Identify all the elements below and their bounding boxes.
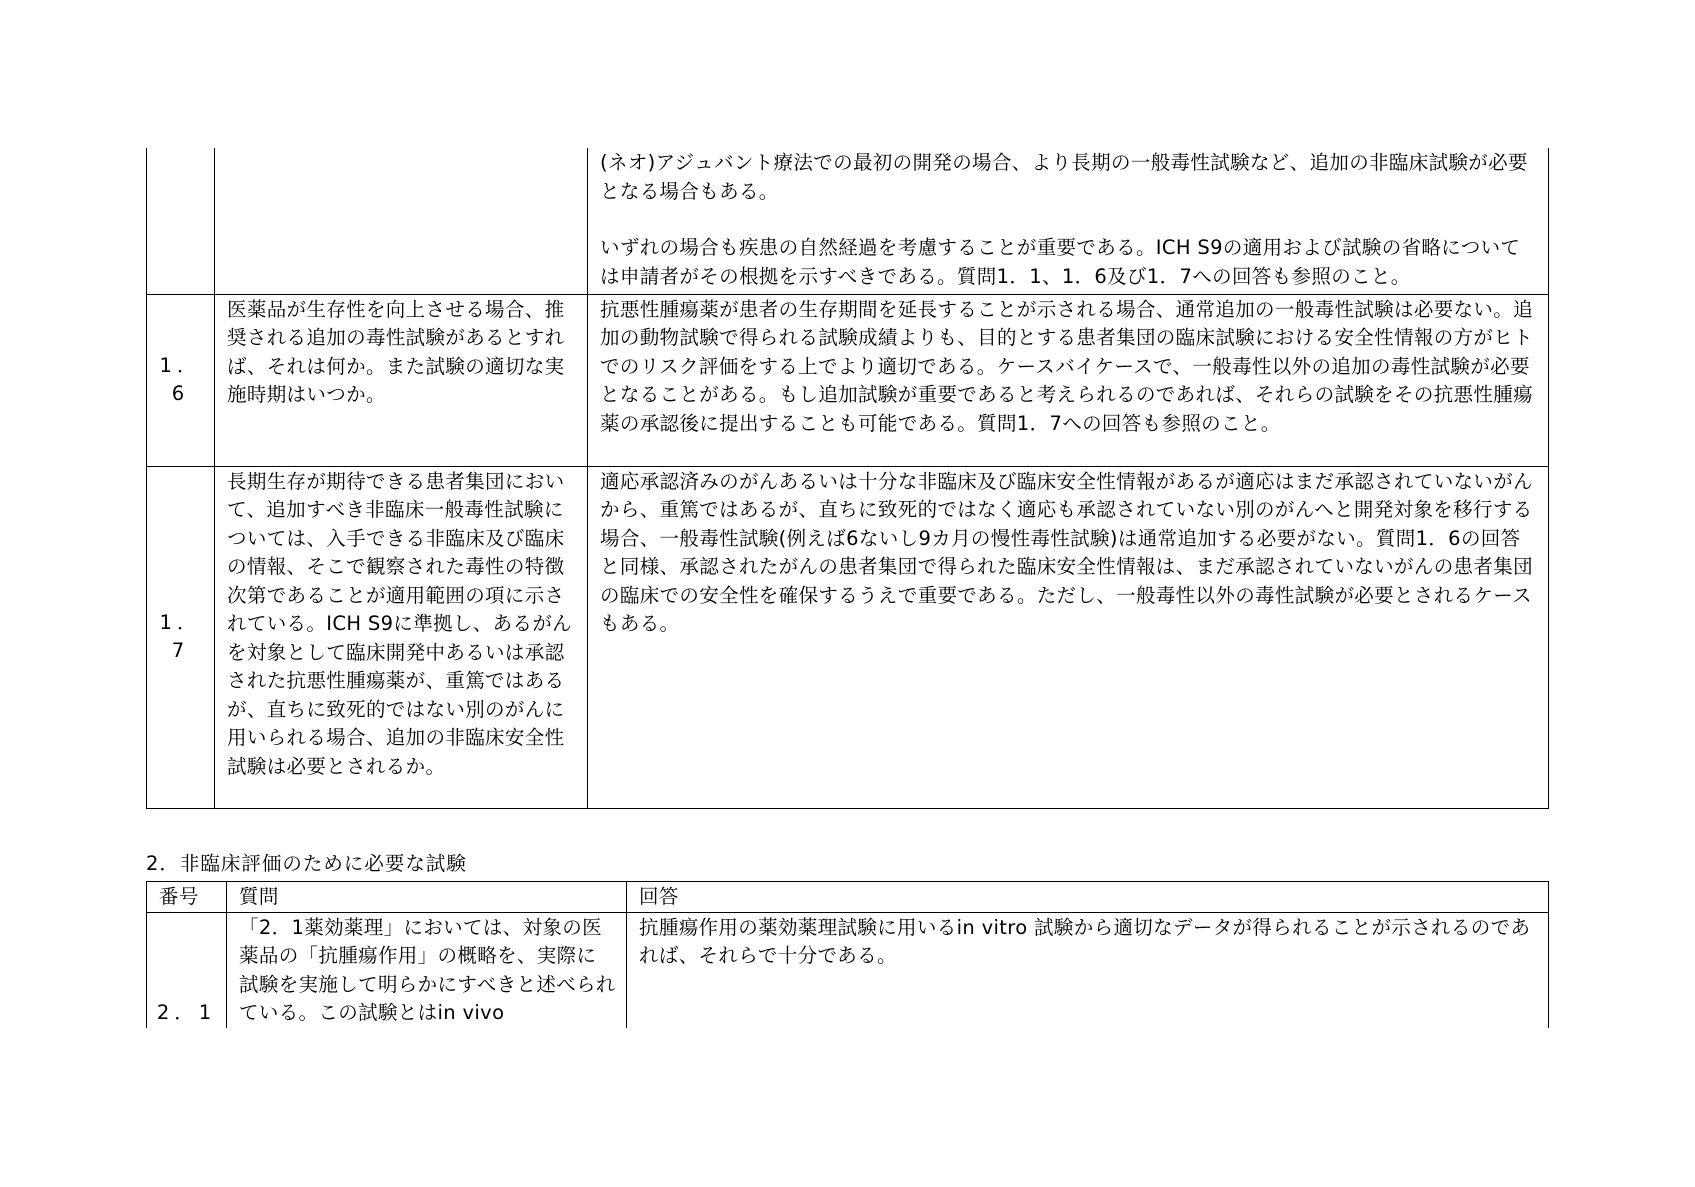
answer-paragraph: (ネオ)アジュバント療法での最初の開発の場合、より長期の一般毒性試験など、追加の非臨床試験が必要となる場合もある。 [600, 151, 1528, 203]
question-text: 長期生存が期待できる患者集団において、追加すべき非臨床一般毒性試験については、入手できる非臨床及び臨床の情報、そこで観察された毒性の特徴次第であることが適用範囲の項に示されている。ICH S9に準拠し、あるがんを対象として臨床開発中あるいは承認された抗悪性腫瘍薬が、重篤ではあるが、直ちに致死的ではない別のがんに用いられる場合、追加の非臨床安全性試験は必要とされるか。 [215, 466, 588, 808]
answer-text: 適応承認済みのがんあるいは十分な非臨床及び臨床安全性情報があるが適応はまだ承認されていないがんから、重篤ではあるが、直ちに致死的ではなく適応も承認されていない別のがんへと開発対象を移行する場合、一般毒性試験(例えば6ないし9カ月の慢性毒性試験)は通常追加する必要がない。質問1．6の回答と同様、承認されたがんの患者集団で得られた臨床安全性情報は、まだ承認されていないがんの患者集団の臨床での安全性を確保するうえで重要である。ただし、一般毒性以外の毒性試験が必要とされるケースもある。 [588, 466, 1549, 808]
question-number: 2．1 [147, 912, 227, 1028]
question-text: 医薬品が生存性を向上させる場合、推奨される追加の毒性試験があるとすれば、それは何か。また試験の適切な実施時期はいつか。 [215, 294, 588, 466]
header-question: 質問 [227, 882, 627, 913]
question-number: 1．7 [147, 466, 215, 808]
number-cell-empty [147, 148, 215, 294]
question-text: 「2．1薬効薬理」においては、対象の医薬品の「抗腫瘍作用」の概略を、実際に試験を実施して明らかにすべきと述べられている。この試験とはin vivo [227, 912, 627, 1028]
qa-table-1 [146, 148, 1549, 809]
header-number: 番号 [147, 882, 227, 913]
answer-text: 抗悪性腫瘍薬が患者の生存期間を延長することが示される場合、通常追加の一般毒性試験は必要ない。追加の動物試験で得られる試験成績よりも、目的とする患者集団の臨床試験における安全性情報の方がヒトでのリスク評価をする上でより適切である。ケースバイケースで、一般毒性以外の追加の毒性試験が必要となることがある。もし追加試験が重要であると考えられるのであれば、それらの試験をその抗悪性腫瘍薬の承認後に提出することも可能である。質問1．7への回答も参照のこと。 [588, 294, 1549, 466]
paragraph-gap [600, 206, 1538, 234]
table-header-row [147, 882, 1549, 913]
section-heading: 2．非臨床評価のために必要な試験 [146, 852, 467, 875]
table-row-continuation [147, 148, 1549, 294]
question-number: 1．6 [147, 294, 215, 466]
question-cell-empty [215, 148, 588, 294]
table-row [147, 912, 1549, 1028]
answer-paragraph: いずれの場合も疾患の自然経過を考慮することが重要である。ICH S9の適用および試験の省略については申請者がその根拠を示すべきである。質問1．1、1．6及び1．7への回答も参照のこと。 [600, 236, 1521, 288]
answer-text: 抗腫瘍作用の薬効薬理試験に用いるin vitro 試験から適切なデータが得られることが示されるのであれば、それらで十分である。 [627, 912, 1549, 1028]
answer-cell-continuation [588, 148, 1549, 294]
header-answer: 回答 [627, 882, 1549, 913]
table-row [147, 294, 1549, 466]
table-row [147, 466, 1549, 808]
qa-table-2 [146, 881, 1549, 1028]
